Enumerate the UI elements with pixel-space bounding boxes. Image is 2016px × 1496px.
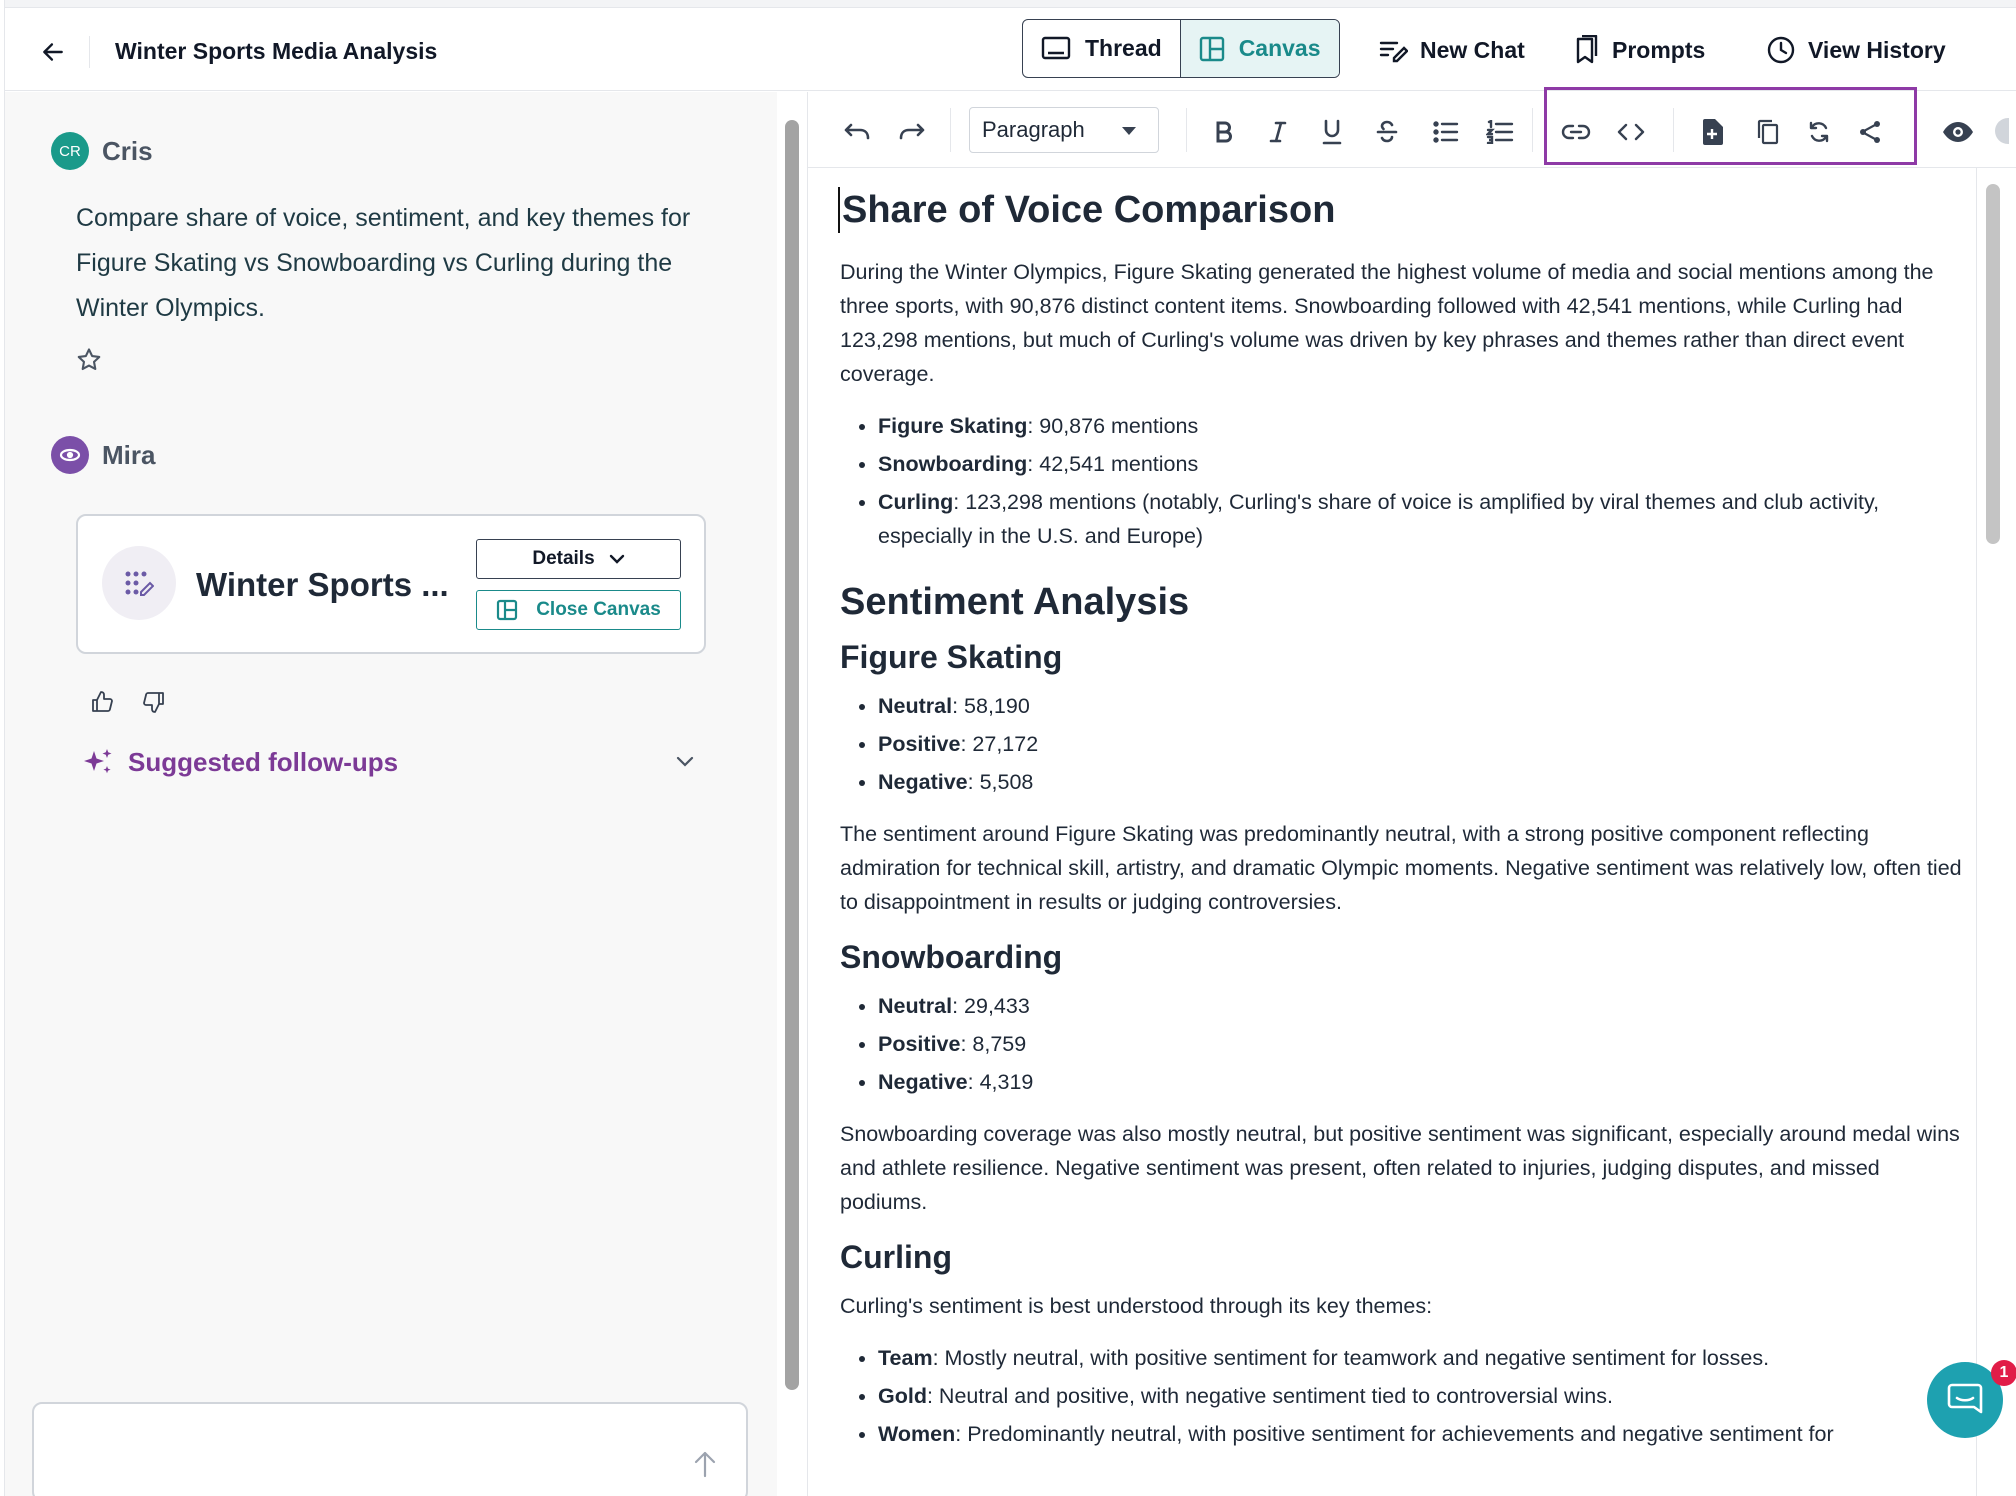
list-item-text: : 42,541 mentions [1027, 452, 1199, 476]
list-item [878, 765, 1970, 799]
prompts-label: Prompts [1612, 36, 1706, 63]
suggested-followups-toggle[interactable] [82, 742, 694, 782]
list-item [878, 727, 1970, 761]
canvas-card-icon [102, 546, 176, 620]
canvas-tab-label: Canvas [1238, 35, 1321, 61]
list-item-text: : 5,508 [967, 770, 1034, 794]
user-prompt: Compare share of voice, sentiment, and key themes for Figure Skating vs Snowboarding vs Curling during the Winter Olympics. [76, 204, 691, 322]
view-history-button[interactable] [1766, 30, 1946, 70]
thread-panel [5, 92, 777, 1496]
user-name: Cris [102, 136, 153, 166]
list-item [878, 689, 1970, 723]
chevron-down-icon [609, 554, 625, 564]
assistant-avatar [51, 436, 89, 474]
underline-button[interactable] [1312, 112, 1352, 152]
close-canvas-button[interactable] [476, 590, 681, 630]
list-item-text: : Mostly neutral, with positive sentiment for teamwork and negative sentiment for losses. [932, 1346, 1770, 1370]
message-input[interactable] [32, 1402, 748, 1496]
redo-icon [898, 122, 926, 142]
link-icon [1561, 124, 1591, 140]
toolbar-divider [1186, 108, 1187, 152]
heading-curling: Curling [840, 1239, 952, 1275]
heading-snowboarding: Snowboarding [840, 939, 1063, 975]
undo-button[interactable] [837, 112, 877, 152]
details-label: Details [532, 548, 595, 569]
paragraph-select-value: Paragraph [982, 117, 1085, 142]
list-item [878, 1065, 1970, 1099]
thumbs-up-button[interactable] [89, 690, 115, 714]
page-title: Winter Sports Media Analysis [115, 38, 438, 64]
list-item [878, 1341, 1970, 1375]
regenerate-button[interactable] [1799, 112, 1839, 152]
list-item-label: Positive [878, 732, 961, 756]
assistant-name: Mira [102, 440, 156, 470]
document-body[interactable] [840, 187, 1970, 1469]
bookmarks-icon [1572, 35, 1600, 65]
list-item-text: : 90,876 mentions [1027, 414, 1199, 438]
share-button[interactable] [1850, 112, 1890, 152]
refresh-icon [1807, 120, 1831, 144]
dots-pencil-icon [124, 570, 154, 596]
list-item-label: Neutral [878, 994, 953, 1018]
list-item-text: : 29,433 [952, 994, 1030, 1018]
list-item-text: : Predominantly neutral, with positive sentiment for achievements and negative sentiment for [955, 1422, 1834, 1446]
star-icon [75, 346, 103, 374]
arrow-left-icon [40, 39, 66, 65]
new-chat-label: New Chat [1420, 36, 1525, 63]
heading-figure-skating: Figure Skating [840, 639, 1063, 675]
thread-tab-label: Thread [1085, 35, 1162, 61]
prompts-button[interactable] [1572, 30, 1705, 70]
editor-toolbar [808, 92, 2016, 168]
app-header [5, 8, 2016, 91]
eye-icon [1943, 122, 1973, 142]
list-item [878, 1417, 1970, 1451]
canvas-tab[interactable] [1180, 20, 1339, 77]
thread-scrollbar[interactable] [785, 120, 799, 1390]
thumbs-up-icon [89, 690, 115, 714]
paragraph-share-of-voice: During the Winter Olympics, Figure Skating generated the highest volume of media and social mentions among the three sports, with 90,876 distinct content items. Snowboarding followed with 42,541 mentions, while Curling had 123,298 mentions, but much of Curling's volume was driven by key phrases and themes rather than direct event coverage. [840, 260, 1934, 386]
list-item [878, 1027, 1970, 1061]
file-plus-icon [1701, 119, 1723, 145]
italic-button[interactable] [1258, 112, 1298, 152]
new-chat-button[interactable] [1378, 30, 1525, 70]
suggested-followups-label: Suggested follow-ups [128, 746, 399, 777]
toolbar-divider [950, 108, 951, 152]
preview-button[interactable] [1938, 112, 1978, 152]
eye-logo-icon [59, 448, 81, 462]
star-button[interactable] [75, 346, 103, 374]
toolbar-divider [1532, 108, 1533, 152]
paragraph-snowboarding: Snowboarding coverage was also mostly neutral, but positive sentiment was significant, especially around medal wins and athlete resilience. Negative sentiment was present, often related to injuries, judging disputes, and missed podiums. [840, 1122, 1960, 1214]
notification-badge: 1 [1991, 1360, 2016, 1386]
code-icon [1617, 123, 1645, 141]
copy-button[interactable] [1748, 112, 1788, 152]
copy-icon [1757, 119, 1779, 145]
layout-icon [1199, 36, 1225, 62]
edit-lines-icon [1378, 37, 1408, 63]
monitor-icon [1041, 36, 1071, 62]
strikethrough-icon [1376, 120, 1398, 144]
list-item-label: Figure Skating [878, 414, 1028, 438]
list-item-text: : 4,319 [967, 1070, 1034, 1094]
list-item-label: Positive [878, 1032, 961, 1056]
list-snowboarding [878, 989, 1970, 1099]
chevron-down-icon [676, 756, 694, 768]
browser-top-strip [0, 0, 2016, 8]
header-divider [89, 36, 90, 68]
heading-sentiment-analysis: Sentiment Analysis [840, 581, 1190, 623]
list-item-text: : 8,759 [960, 1032, 1027, 1056]
clock-icon [1766, 35, 1796, 65]
list-figure-skating [878, 689, 1970, 799]
toolbar-divider [1673, 108, 1674, 152]
sparkles-icon [82, 747, 114, 777]
canvas-editor [807, 92, 2016, 1496]
canvas-card[interactable] [76, 514, 706, 654]
list-item [878, 409, 1970, 443]
thumbs-down-button[interactable] [141, 690, 167, 714]
bullet-list-icon [1433, 121, 1459, 143]
user-avatar [51, 132, 89, 170]
bold-button[interactable] [1204, 112, 1244, 152]
list-item [878, 1379, 1970, 1413]
strikethrough-button[interactable] [1367, 112, 1407, 152]
undo-icon [843, 122, 871, 142]
new-document-button[interactable] [1692, 112, 1732, 152]
list-item-text: : 27,172 [960, 732, 1039, 756]
paragraph-curling: Curling's sentiment is best understood through its key themes: [840, 1294, 1433, 1318]
numbered-list-icon [1486, 120, 1514, 144]
list-item-label: Gold [878, 1384, 927, 1408]
list-item-label: Negative [878, 1070, 968, 1094]
list-item [878, 989, 1970, 1023]
thumbs-down-icon [141, 690, 167, 714]
caret-down-icon [1122, 127, 1136, 135]
list-item [878, 447, 1970, 481]
list-curling [878, 1341, 1970, 1451]
heading-share-of-voice: Share of Voice Comparison [838, 187, 1970, 233]
details-button[interactable] [476, 539, 681, 579]
paragraph-figure-skating: The sentiment around Figure Skating was predominantly neutral, with a strong positive component reflecting admiration for technical skill, artistry, and dramatic Olympic moments. Negative sentiment was relatively low, often tied to disappointment in results or judging controversies. [840, 822, 1962, 914]
list-item-label: Curling [878, 490, 954, 514]
canvas-scrollbar[interactable] [1986, 184, 2000, 544]
bullet-list-button[interactable] [1426, 112, 1466, 152]
list-item-label: Neutral [878, 694, 953, 718]
list-item [878, 485, 1970, 553]
back-button[interactable] [35, 34, 71, 70]
list-item-text: : 123,298 mentions (notably, Curling's share of voice is amplified by viral themes and club activity, especially in the U.S. and Europe) [878, 490, 1880, 548]
close-canvas-label: Close Canvas [536, 599, 661, 620]
list-item-label: Snowboarding [878, 452, 1028, 476]
code-button[interactable] [1611, 112, 1651, 152]
layout-icon [496, 599, 518, 621]
thread-tab[interactable] [1023, 20, 1180, 77]
user-initials: CR [59, 142, 81, 160]
italic-icon [1269, 121, 1287, 143]
list-item-label: Team [878, 1346, 933, 1370]
list-item-text: : Neutral and positive, with negative sentiment tied to controversial wins. [926, 1384, 1613, 1408]
paragraph-select[interactable] [969, 107, 1159, 153]
share-icon [1858, 120, 1882, 144]
view-toggle [1022, 19, 1340, 78]
chat-bubble-icon [1946, 1382, 1984, 1418]
canvas-scroll-track [1976, 168, 1977, 1496]
list-item-text: : 58,190 [952, 694, 1030, 718]
redo-button[interactable] [892, 112, 932, 152]
underline-icon [1322, 119, 1342, 145]
numbered-list-button[interactable] [1480, 112, 1520, 152]
arrow-up-icon[interactable] [693, 1450, 717, 1478]
list-item-label: Women [878, 1422, 956, 1446]
list-share-of-voice [878, 409, 1970, 553]
link-button[interactable] [1556, 112, 1596, 152]
bold-icon [1215, 121, 1233, 143]
canvas-card-title: Winter Sports ... [196, 566, 449, 603]
view-history-label: View History [1808, 36, 1946, 63]
list-item-label: Negative [878, 770, 968, 794]
